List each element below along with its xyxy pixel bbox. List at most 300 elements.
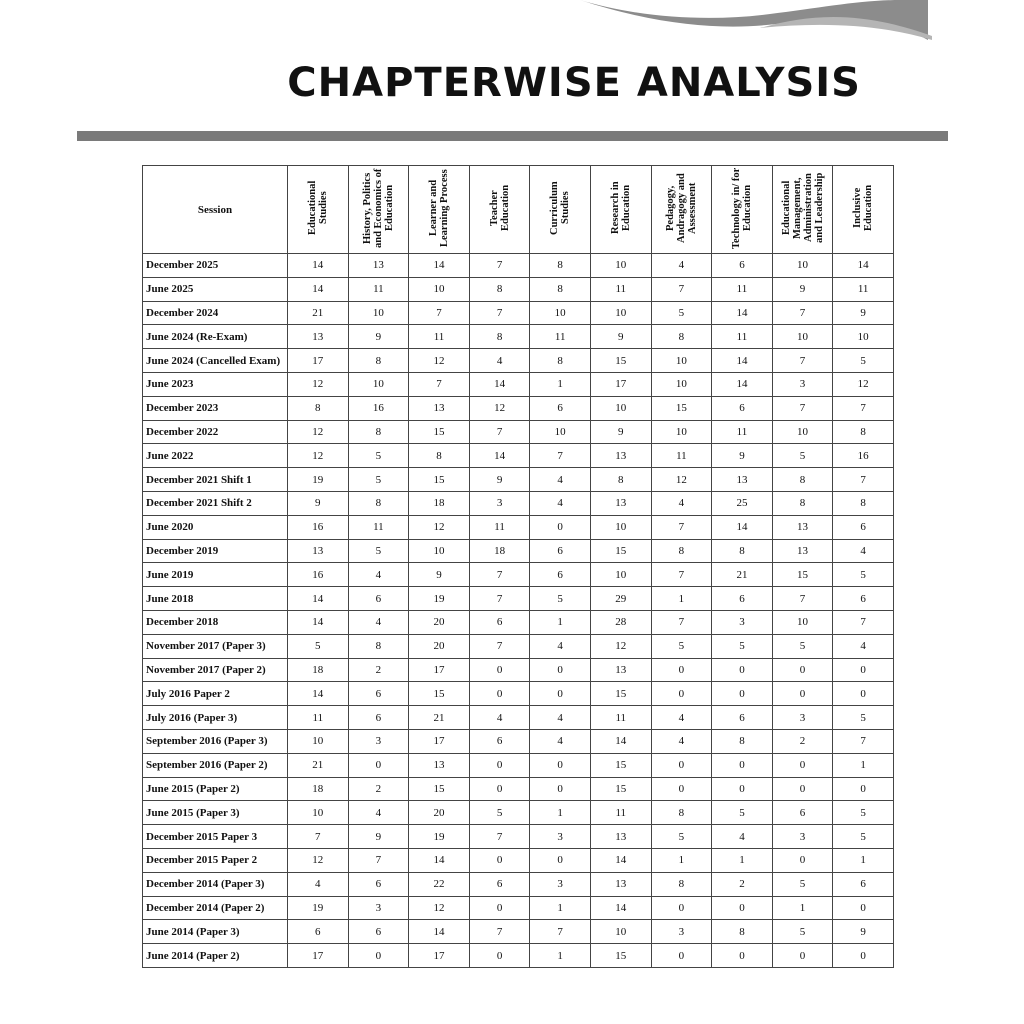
value-cell: 4 [651, 729, 712, 753]
value-cell: 13 [590, 444, 651, 468]
value-cell: 14 [409, 920, 470, 944]
value-cell: 8 [590, 468, 651, 492]
value-cell: 16 [288, 515, 349, 539]
value-cell: 14 [590, 896, 651, 920]
value-cell: 12 [409, 515, 470, 539]
value-cell: 12 [833, 372, 894, 396]
value-cell: 0 [651, 777, 712, 801]
value-cell: 15 [590, 539, 651, 563]
value-cell: 8 [530, 254, 591, 278]
value-cell: 5 [651, 825, 712, 849]
value-cell: 5 [530, 587, 591, 611]
table-row [143, 825, 894, 849]
value-cell: 0 [833, 682, 894, 706]
value-cell: 4 [469, 349, 530, 373]
session-cell: December 2021 Shift 2 [143, 491, 288, 515]
value-cell: 15 [590, 349, 651, 373]
value-cell: 10 [288, 801, 349, 825]
session-cell: November 2017 (Paper 2) [143, 658, 288, 682]
value-cell: 8 [409, 444, 470, 468]
value-cell: 7 [772, 587, 833, 611]
value-cell: 6 [348, 872, 409, 896]
value-cell: 17 [409, 944, 470, 968]
table-row [143, 325, 894, 349]
value-cell: 14 [712, 349, 773, 373]
value-cell: 10 [772, 420, 833, 444]
value-cell: 3 [469, 491, 530, 515]
value-cell: 5 [833, 706, 894, 730]
value-cell: 17 [590, 372, 651, 396]
session-cell: December 2022 [143, 420, 288, 444]
value-cell: 10 [833, 325, 894, 349]
value-cell: 11 [530, 325, 591, 349]
value-cell: 11 [651, 444, 712, 468]
value-cell: 13 [288, 539, 349, 563]
session-cell: June 2024 (Cancelled Exam) [143, 349, 288, 373]
value-cell: 7 [833, 729, 894, 753]
session-cell: November 2017 (Paper 3) [143, 634, 288, 658]
value-cell: 0 [348, 944, 409, 968]
value-cell: 0 [469, 848, 530, 872]
value-cell: 5 [772, 920, 833, 944]
table-row [143, 491, 894, 515]
value-cell: 5 [772, 872, 833, 896]
session-cell: September 2016 (Paper 2) [143, 753, 288, 777]
value-cell: 9 [772, 277, 833, 301]
value-cell: 0 [712, 944, 773, 968]
value-cell: 0 [530, 658, 591, 682]
value-cell: 0 [469, 896, 530, 920]
value-cell: 12 [409, 896, 470, 920]
value-cell: 20 [409, 610, 470, 634]
value-cell: 4 [833, 539, 894, 563]
value-cell: 0 [530, 777, 591, 801]
value-cell: 18 [288, 658, 349, 682]
value-cell: 4 [712, 825, 773, 849]
page-title: CHAPTERWISE ANALYSIS [287, 60, 861, 106]
value-cell: 5 [348, 539, 409, 563]
value-cell: 15 [409, 468, 470, 492]
value-cell: 10 [409, 539, 470, 563]
value-cell: 5 [833, 801, 894, 825]
value-cell: 1 [530, 944, 591, 968]
table-row [143, 706, 894, 730]
value-cell: 14 [288, 682, 349, 706]
table-row [143, 539, 894, 563]
value-cell: 1 [833, 848, 894, 872]
column-header-label: Technology in/ for Education [730, 167, 753, 249]
value-cell: 8 [833, 491, 894, 515]
value-cell: 10 [590, 396, 651, 420]
value-cell: 10 [288, 729, 349, 753]
value-cell: 9 [348, 825, 409, 849]
value-cell: 11 [288, 706, 349, 730]
value-cell: 0 [651, 944, 712, 968]
value-cell: 15 [590, 777, 651, 801]
value-cell: 5 [833, 563, 894, 587]
value-cell: 7 [833, 468, 894, 492]
value-cell: 13 [772, 515, 833, 539]
value-cell: 7 [833, 610, 894, 634]
value-cell: 4 [348, 563, 409, 587]
column-header [833, 166, 894, 254]
value-cell: 11 [409, 325, 470, 349]
value-cell: 10 [590, 301, 651, 325]
value-cell: 0 [530, 515, 591, 539]
value-cell: 6 [833, 587, 894, 611]
value-cell: 10 [530, 301, 591, 325]
value-cell: 4 [833, 634, 894, 658]
value-cell: 13 [409, 753, 470, 777]
value-cell: 20 [409, 801, 470, 825]
session-cell: June 2014 (Paper 2) [143, 944, 288, 968]
value-cell: 3 [348, 729, 409, 753]
column-header-label: Pedagogy, Andragogy and Assessment [664, 173, 698, 243]
value-cell: 12 [469, 396, 530, 420]
session-cell: July 2016 Paper 2 [143, 682, 288, 706]
value-cell: 3 [530, 872, 591, 896]
table-body [143, 254, 894, 968]
value-cell: 13 [590, 872, 651, 896]
session-cell: December 2025 [143, 254, 288, 278]
table-row [143, 658, 894, 682]
value-cell: 8 [348, 491, 409, 515]
value-cell: 11 [590, 277, 651, 301]
value-cell: 7 [651, 515, 712, 539]
value-cell: 12 [288, 848, 349, 872]
value-cell: 6 [530, 563, 591, 587]
value-cell: 7 [469, 301, 530, 325]
value-cell: 6 [469, 729, 530, 753]
table-row [143, 610, 894, 634]
value-cell: 14 [469, 372, 530, 396]
session-cell: June 2025 [143, 277, 288, 301]
value-cell: 7 [833, 396, 894, 420]
value-cell: 8 [772, 468, 833, 492]
value-cell: 14 [409, 848, 470, 872]
session-cell: June 2020 [143, 515, 288, 539]
value-cell: 8 [288, 396, 349, 420]
table-row [143, 254, 894, 278]
value-cell: 10 [651, 349, 712, 373]
value-cell: 19 [409, 825, 470, 849]
value-cell: 8 [651, 325, 712, 349]
value-cell: 10 [590, 920, 651, 944]
value-cell: 0 [651, 753, 712, 777]
value-cell: 0 [651, 682, 712, 706]
value-cell: 4 [348, 801, 409, 825]
value-cell: 17 [409, 658, 470, 682]
value-cell: 3 [530, 825, 591, 849]
value-cell: 16 [288, 563, 349, 587]
value-cell: 11 [712, 420, 773, 444]
value-cell: 13 [772, 539, 833, 563]
value-cell: 9 [590, 420, 651, 444]
value-cell: 5 [469, 801, 530, 825]
session-cell: December 2024 [143, 301, 288, 325]
session-cell: December 2015 Paper 2 [143, 848, 288, 872]
value-cell: 1 [530, 896, 591, 920]
column-header [348, 166, 409, 254]
value-cell: 14 [712, 301, 773, 325]
value-cell: 8 [348, 634, 409, 658]
value-cell: 0 [772, 944, 833, 968]
value-cell: 8 [530, 277, 591, 301]
value-cell: 6 [348, 587, 409, 611]
value-cell: 13 [590, 825, 651, 849]
value-cell: 2 [348, 658, 409, 682]
header-row [143, 166, 894, 254]
value-cell: 12 [288, 444, 349, 468]
value-cell: 7 [288, 825, 349, 849]
value-cell: 10 [590, 515, 651, 539]
value-cell: 6 [712, 706, 773, 730]
session-cell: December 2021 Shift 1 [143, 468, 288, 492]
value-cell: 10 [651, 372, 712, 396]
column-header-label: Curriculum Studies [549, 181, 572, 235]
value-cell: 4 [530, 491, 591, 515]
value-cell: 5 [833, 349, 894, 373]
value-cell: 7 [651, 277, 712, 301]
value-cell: 3 [772, 825, 833, 849]
value-cell: 0 [712, 777, 773, 801]
value-cell: 16 [348, 396, 409, 420]
value-cell: 4 [469, 706, 530, 730]
value-cell: 8 [530, 349, 591, 373]
column-header-label: Learner and Learning Process [427, 169, 450, 247]
value-cell: 6 [712, 587, 773, 611]
value-cell: 6 [530, 396, 591, 420]
value-cell: 4 [651, 706, 712, 730]
value-cell: 9 [590, 325, 651, 349]
value-cell: 1 [712, 848, 773, 872]
value-cell: 0 [712, 896, 773, 920]
value-cell: 17 [288, 944, 349, 968]
value-cell: 7 [772, 301, 833, 325]
value-cell: 5 [288, 634, 349, 658]
value-cell: 13 [712, 468, 773, 492]
value-cell: 13 [590, 658, 651, 682]
table-row [143, 396, 894, 420]
value-cell: 7 [530, 920, 591, 944]
value-cell: 13 [348, 254, 409, 278]
value-cell: 5 [712, 801, 773, 825]
session-cell: June 2023 [143, 372, 288, 396]
value-cell: 1 [651, 587, 712, 611]
table-row [143, 372, 894, 396]
value-cell: 9 [348, 325, 409, 349]
value-cell: 4 [348, 610, 409, 634]
value-cell: 7 [530, 444, 591, 468]
value-cell: 11 [712, 277, 773, 301]
value-cell: 7 [409, 301, 470, 325]
value-cell: 21 [712, 563, 773, 587]
value-cell: 14 [409, 254, 470, 278]
column-header [772, 166, 833, 254]
value-cell: 8 [712, 539, 773, 563]
value-cell: 5 [712, 634, 773, 658]
value-cell: 0 [712, 753, 773, 777]
value-cell: 6 [348, 682, 409, 706]
table-row [143, 848, 894, 872]
value-cell: 12 [288, 420, 349, 444]
value-cell: 10 [530, 420, 591, 444]
value-cell: 3 [348, 896, 409, 920]
value-cell: 5 [348, 468, 409, 492]
value-cell: 4 [651, 254, 712, 278]
column-header-label: Educational Studies [306, 180, 329, 236]
value-cell: 0 [772, 777, 833, 801]
column-header-label: History, Politics and Economics of Education [361, 168, 395, 248]
value-cell: 6 [469, 872, 530, 896]
value-cell: 6 [348, 706, 409, 730]
value-cell: 10 [772, 254, 833, 278]
session-cell: December 2018 [143, 610, 288, 634]
value-cell: 5 [772, 444, 833, 468]
value-cell: 14 [590, 729, 651, 753]
table-row [143, 753, 894, 777]
value-cell: 6 [288, 920, 349, 944]
session-cell: June 2014 (Paper 3) [143, 920, 288, 944]
value-cell: 5 [833, 825, 894, 849]
table-row [143, 563, 894, 587]
value-cell: 8 [651, 539, 712, 563]
session-cell: June 2019 [143, 563, 288, 587]
value-cell: 4 [651, 491, 712, 515]
value-cell: 0 [469, 777, 530, 801]
value-cell: 6 [469, 610, 530, 634]
value-cell: 10 [590, 563, 651, 587]
value-cell: 0 [651, 658, 712, 682]
value-cell: 0 [833, 944, 894, 968]
value-cell: 8 [651, 872, 712, 896]
table-row [143, 777, 894, 801]
value-cell: 22 [409, 872, 470, 896]
value-cell: 6 [712, 254, 773, 278]
value-cell: 13 [288, 325, 349, 349]
session-cell: July 2016 (Paper 3) [143, 706, 288, 730]
value-cell: 0 [712, 658, 773, 682]
value-cell: 11 [348, 277, 409, 301]
value-cell: 12 [651, 468, 712, 492]
value-cell: 5 [772, 634, 833, 658]
value-cell: 14 [590, 848, 651, 872]
value-cell: 0 [833, 896, 894, 920]
value-cell: 19 [288, 896, 349, 920]
table-row [143, 896, 894, 920]
column-header [712, 166, 773, 254]
value-cell: 9 [712, 444, 773, 468]
value-cell: 7 [469, 634, 530, 658]
value-cell: 28 [590, 610, 651, 634]
value-cell: 10 [772, 325, 833, 349]
column-header-label: Educational Management, Administration and Leadership [780, 172, 825, 244]
value-cell: 0 [530, 848, 591, 872]
value-cell: 21 [409, 706, 470, 730]
value-cell: 0 [530, 682, 591, 706]
value-cell: 5 [348, 444, 409, 468]
value-cell: 10 [651, 420, 712, 444]
value-cell: 4 [530, 634, 591, 658]
value-cell: 8 [348, 349, 409, 373]
value-cell: 1 [530, 801, 591, 825]
value-cell: 1 [530, 372, 591, 396]
session-cell: June 2015 (Paper 3) [143, 801, 288, 825]
value-cell: 0 [651, 896, 712, 920]
table-row [143, 944, 894, 968]
column-header [651, 166, 712, 254]
value-cell: 10 [348, 301, 409, 325]
value-cell: 18 [409, 491, 470, 515]
session-cell: June 2022 [143, 444, 288, 468]
value-cell: 18 [288, 777, 349, 801]
column-header [409, 166, 470, 254]
value-cell: 5 [651, 301, 712, 325]
value-cell: 7 [469, 563, 530, 587]
value-cell: 1 [833, 753, 894, 777]
value-cell: 9 [288, 491, 349, 515]
value-cell: 7 [409, 372, 470, 396]
table-row [143, 801, 894, 825]
value-cell: 1 [530, 610, 591, 634]
value-cell: 4 [288, 872, 349, 896]
value-cell: 8 [833, 420, 894, 444]
value-cell: 1 [772, 896, 833, 920]
column-header [590, 166, 651, 254]
value-cell: 9 [409, 563, 470, 587]
table-row [143, 515, 894, 539]
value-cell: 1 [651, 848, 712, 872]
value-cell: 15 [590, 944, 651, 968]
value-cell: 8 [348, 420, 409, 444]
value-cell: 9 [833, 301, 894, 325]
column-header-label: Inclusive Education [852, 184, 875, 232]
value-cell: 12 [590, 634, 651, 658]
value-cell: 0 [772, 848, 833, 872]
table-row [143, 277, 894, 301]
value-cell: 15 [772, 563, 833, 587]
value-cell: 4 [530, 729, 591, 753]
column-header [469, 166, 530, 254]
value-cell: 11 [348, 515, 409, 539]
column-header [530, 166, 591, 254]
value-cell: 6 [712, 396, 773, 420]
value-cell: 7 [348, 848, 409, 872]
value-cell: 7 [469, 254, 530, 278]
value-cell: 14 [712, 515, 773, 539]
value-cell: 15 [651, 396, 712, 420]
value-cell: 16 [833, 444, 894, 468]
value-cell: 14 [712, 372, 773, 396]
value-cell: 9 [833, 920, 894, 944]
value-cell: 14 [288, 587, 349, 611]
value-cell: 5 [651, 634, 712, 658]
value-cell: 2 [348, 777, 409, 801]
value-cell: 18 [469, 539, 530, 563]
value-cell: 13 [590, 491, 651, 515]
value-cell: 8 [651, 801, 712, 825]
value-cell: 0 [530, 753, 591, 777]
table-row [143, 444, 894, 468]
table-row [143, 920, 894, 944]
value-cell: 0 [833, 777, 894, 801]
value-cell: 2 [772, 729, 833, 753]
session-cell: December 2019 [143, 539, 288, 563]
value-cell: 0 [772, 753, 833, 777]
value-cell: 0 [772, 658, 833, 682]
value-cell: 19 [409, 587, 470, 611]
session-cell: September 2016 (Paper 3) [143, 729, 288, 753]
